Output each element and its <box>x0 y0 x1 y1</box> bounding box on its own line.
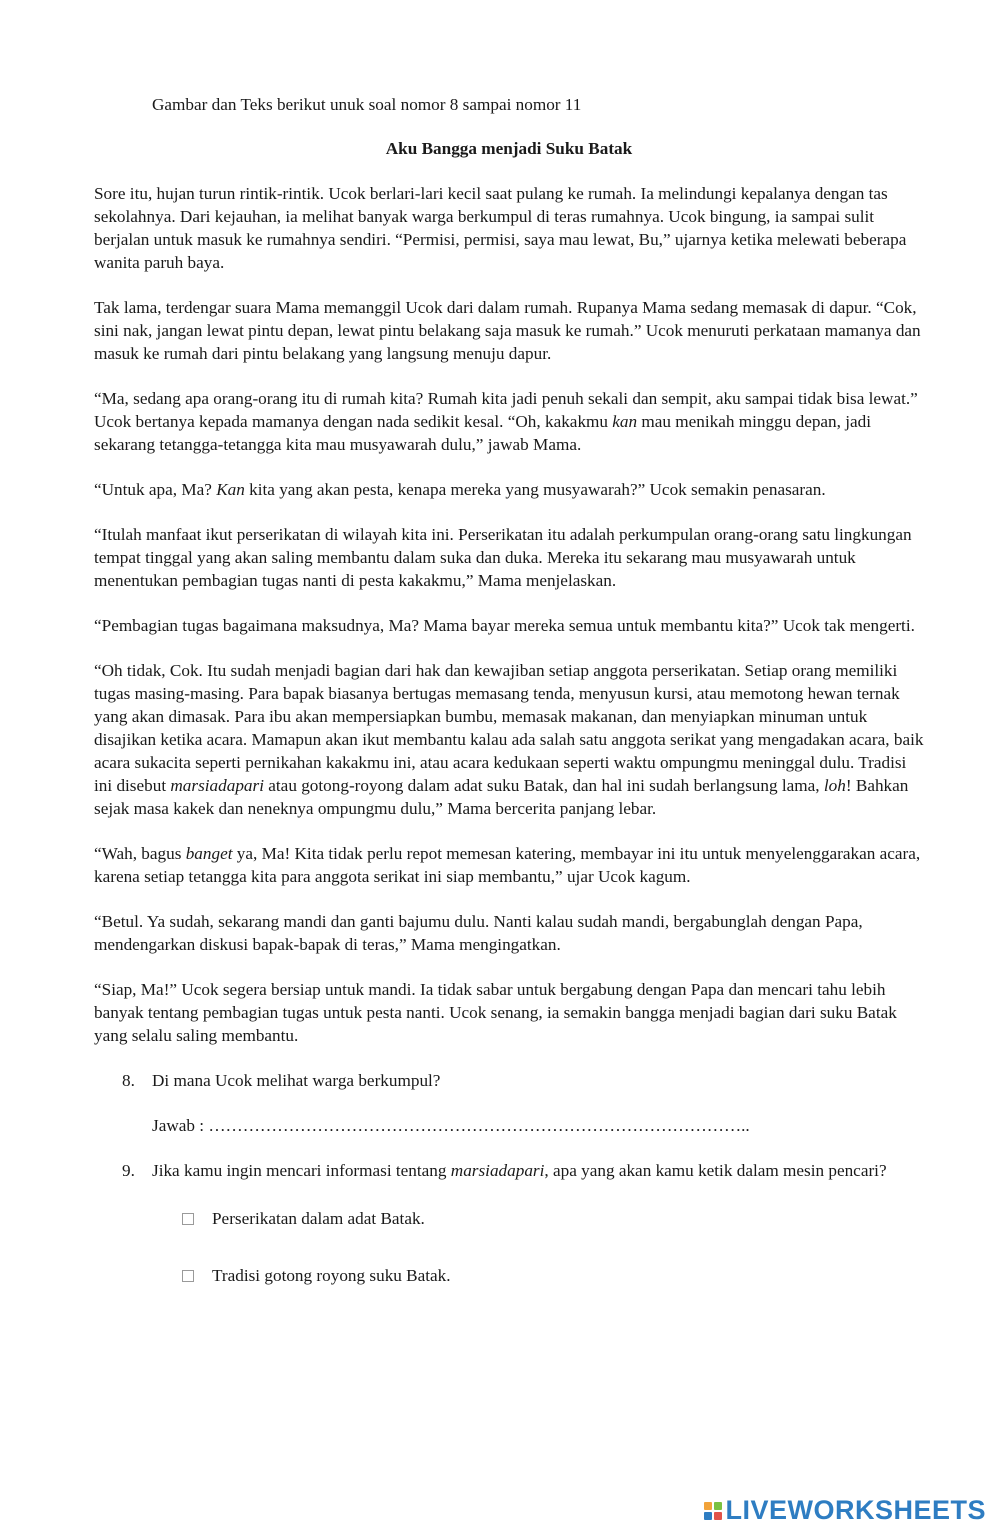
liveworksheets-logo <box>704 1495 986 1525</box>
paragraph-4: “Untuk apa, Ma? Kan kita yang akan pesta, kenapa mereka yang musyawarah?” Ucok semakin penasaran. <box>94 480 826 499</box>
worksheet-page <box>94 93 924 1321</box>
option-1[interactable] <box>182 1207 924 1230</box>
answer-options <box>182 1207 924 1287</box>
brand-name: LIVEWORKSHEETS <box>725 1495 986 1525</box>
paragraph-3: “Ma, sedang apa orang-orang itu di rumah kita? Rumah kita jadi penuh sekali dan sempit, aku sampai tidak bisa lewat.” Ucok bertanya kepada mamanya dengan nada sedikit kesal. “Oh, kakakmu kan mau menikah minggu depan, jadi sekarang tetangga-tetangga kita mau musyawarah dulu,” jawab Mama. <box>94 389 918 454</box>
paragraph-10: “Siap, Ma!” Ucok segera bersiap untuk mandi. Ia tidak sabar untuk bergabung dengan Papa dan mencari tahu lebih banyak tentang pembagian tugas untuk pesta nanti. Ucok senang, ia semakin bangga menjadi bagian dari suku Batak yang selalu saling membantu. <box>94 980 897 1045</box>
paragraph-6: “Pembagian tugas bagaimana maksudnya, Ma? Mama bayar mereka semua untuk membantu kita?” Ucok tak mengerti. <box>94 616 915 635</box>
checkbox[interactable] <box>182 1270 194 1282</box>
paragraph-2: Tak lama, terdengar suara Mama memanggil Ucok dari dalam rumah. Rupanya Mama sedang memasak di dapur. “Cok, sini nak, jangan lewat pintu depan, lewat pintu belakang saja masuk ke rumah.” Ucok menuruti perkataan mamanya dan masuk ke rumah dari pintu belakang yang langsung menuju dapur. <box>94 298 921 363</box>
answer-field[interactable]: Jawab : ………………………………………………………………………………….. <box>152 1116 750 1135</box>
story-title: Aku Bangga menjadi Suku Batak <box>385 139 633 158</box>
paragraph-9: “Betul. Ya sudah, sekarang mandi dan ganti bajumu dulu. Nanti kalau sudah mandi, bergabunglah dengan Papa, mendengarkan diskusi bapak-bapak di teras,” Mama mengingatkan. <box>94 912 863 954</box>
question-text: Di mana Ucok melihat warga berkumpul? <box>152 1071 441 1090</box>
option-2[interactable] <box>182 1264 924 1287</box>
question-text: Jika kamu ingin mencari informasi tentang marsiadapari, apa yang akan kamu ketik dalam mesin pencari? <box>152 1161 887 1180</box>
option-label: Tradisi gotong royong suku Batak. <box>212 1266 451 1285</box>
question-number: 8. <box>122 1071 135 1090</box>
question-number: 9. <box>122 1161 135 1180</box>
paragraph-5: “Itulah manfaat ikut perserikatan di wilayah kita ini. Perserikatan itu adalah perkumpulan orang-orang satu lingkungan tempat tinggal yang akan saling membantu dalam suka dan duka. Mereka itu sekarang mau musyawarah untuk menentukan pembagian tugas nanti di pesta kakakmu,” Mama menjelaskan. <box>94 525 912 590</box>
paragraph-8: “Wah, bagus banget ya, Ma! Kita tidak perlu repot memesan katering, membayar ini itu untuk menyelenggarakan acara, karena setiap tetangga kita para anggota serikat ini siap membantu,” ujar Ucok kagum. <box>94 844 921 886</box>
intro-text: Gambar dan Teks berikut unuk soal nomor 8 sampai nomor 11 <box>152 95 582 114</box>
option-label: Perserikatan dalam adat Batak. <box>212 1209 425 1228</box>
question-8 <box>94 1069 924 1092</box>
paragraph-1: Sore itu, hujan turun rintik-rintik. Ucok berlari-lari kecil saat pulang ke rumah. Ia melindungi kepalanya dengan tas sekolahnya. Dari kejauhan, ia melihat banyak warga berkumpul di teras rumahnya. Ucok bingung, ia sampai sulit berjalan untuk masuk ke rumahnya sendiri. “Permisi, permisi, saya mau lewat, Bu,” ujarnya ketika melewati beberapa wanita paruh baya. <box>94 184 907 272</box>
logo-icon <box>704 1502 722 1520</box>
checkbox[interactable] <box>182 1213 194 1225</box>
paragraph-7: “Oh tidak, Cok. Itu sudah menjadi bagian dari hak dan kewajiban setiap anggota perserikatan. Setiap orang memiliki tugas masing-masing. Para bapak biasanya bertugas memasang tenda, menyusun kursi, atau memotong hewan ternak yang akan dimasak. Para ibu akan mempersiapkan bumbu, memasak makanan, dan menyiapkan minuman untuk disajikan ketika acara. Mamapun akan ikut membantu kalau ada salah satu anggota serikat yang mengadakan acara, baik acara sukacita seperti pernikahan kakakmu ini, atau acara kedukaan seperti waktu ompungmu meninggal dulu. Tradisi ini disebut marsiadapari atau gotong-royong dalam adat suku Batak, dan hal ini sudah berlangsung lama, loh! Bahkan sejak masa kakek dan neneknya ompungmu dulu,” Mama bercerita panjang lebar. <box>94 661 924 818</box>
story-text <box>94 182 924 1047</box>
question-9 <box>94 1159 924 1182</box>
